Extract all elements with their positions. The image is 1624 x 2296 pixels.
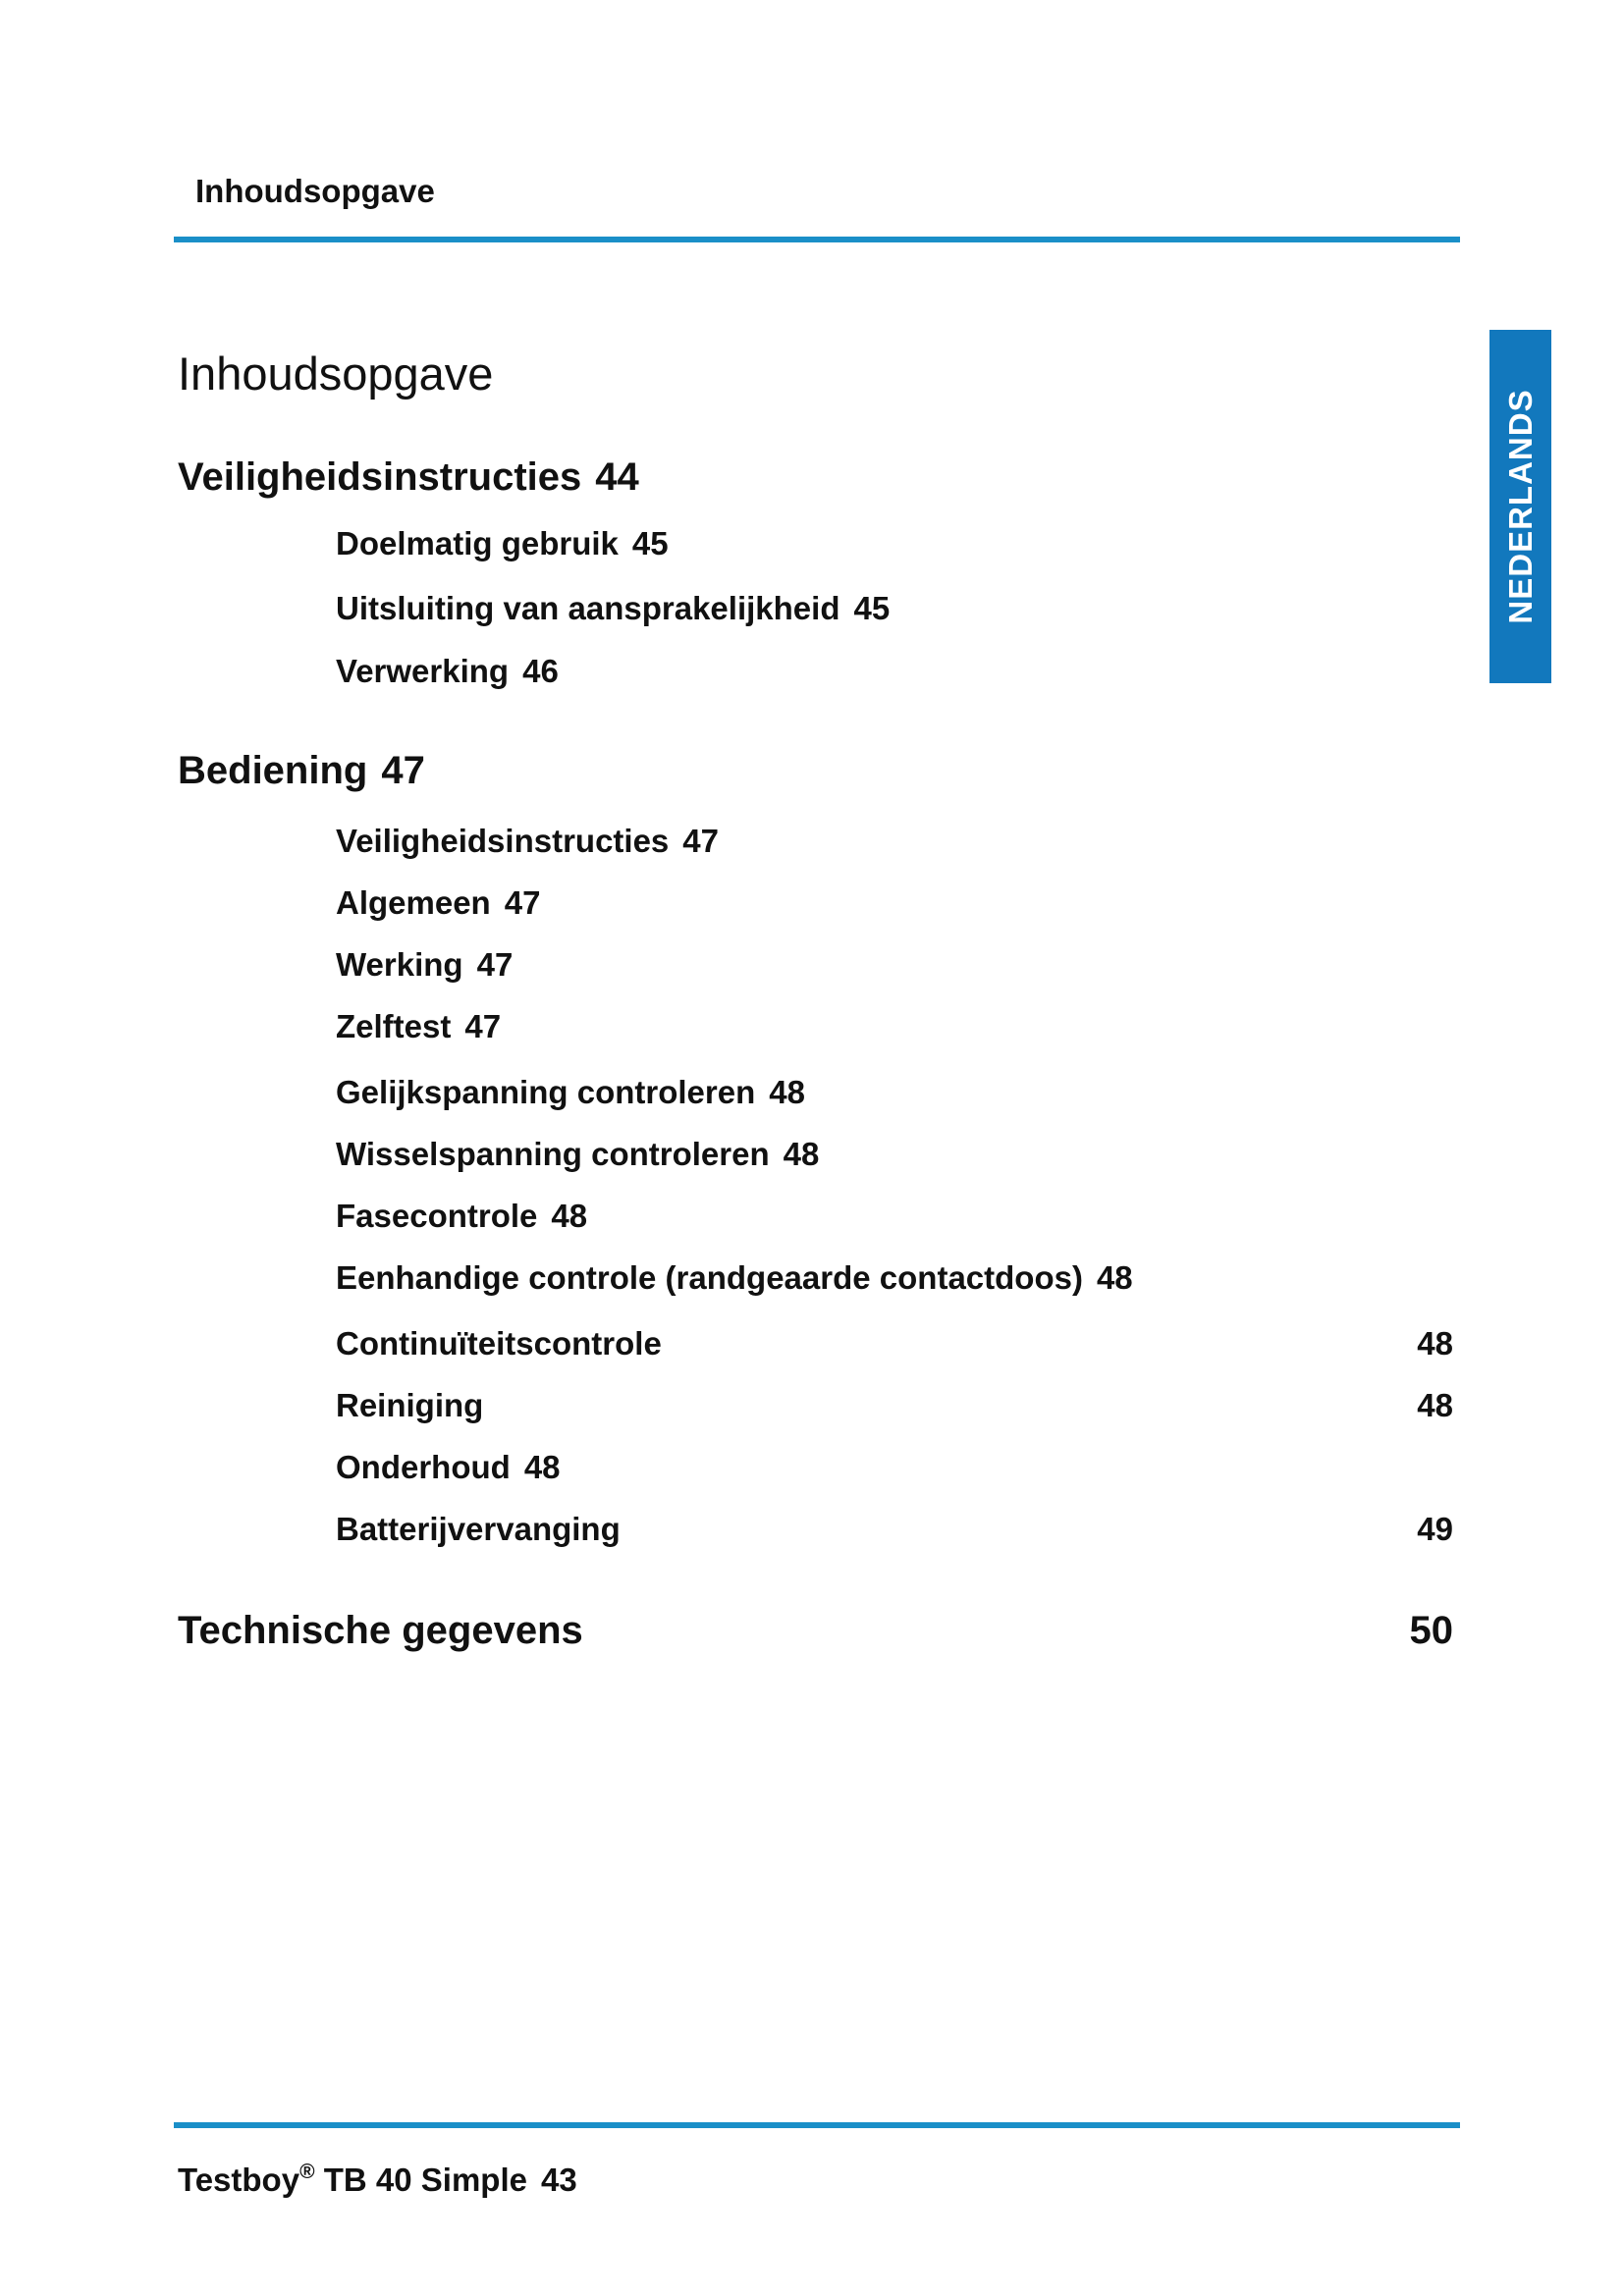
toc-title: Veiligheidsinstructies — [336, 823, 670, 859]
header-rule — [174, 237, 1460, 242]
toc-item[interactable] — [336, 1387, 483, 1424]
toc-page: 48 — [783, 1136, 820, 1172]
toc-title: Fasecontrole — [336, 1198, 538, 1234]
toc-item[interactable] — [336, 1449, 561, 1486]
toc-title: Onderhoud — [336, 1449, 511, 1485]
toc-title: Zelftest — [336, 1008, 452, 1044]
toc-item[interactable] — [336, 1325, 662, 1362]
toc-item[interactable] — [336, 590, 890, 627]
toc-item[interactable] — [336, 525, 669, 562]
toc-item[interactable] — [336, 1198, 587, 1235]
toc-page: 45 — [631, 525, 669, 561]
registered-mark: ® — [299, 2161, 315, 2183]
toc-section-bediening[interactable] — [178, 749, 425, 793]
language-tab — [1489, 330, 1551, 683]
toc-page: 48 — [551, 1198, 588, 1234]
toc-page: 46 — [522, 653, 559, 689]
toc-page: 47 — [504, 884, 541, 921]
toc-title: Algemeen — [336, 884, 491, 921]
toc-page-right: 49 — [1417, 1511, 1453, 1547]
toc-page-right: 48 — [1417, 1325, 1453, 1362]
toc-title: Doelmatig gebruik — [336, 525, 619, 561]
toc-title: Continuïteitscontrole — [336, 1325, 662, 1362]
toc-item[interactable] — [336, 1074, 805, 1111]
toc-page: 45 — [853, 590, 891, 626]
toc-item[interactable] — [336, 1008, 501, 1045]
footer-rule — [174, 2122, 1460, 2128]
toc-page: 48 — [769, 1074, 805, 1110]
footer-model: TB 40 Simple — [323, 2162, 527, 2198]
toc-item[interactable] — [336, 653, 559, 690]
toc-item[interactable] — [336, 1259, 1133, 1297]
toc-page-right: 48 — [1417, 1387, 1453, 1423]
toc-item[interactable] — [336, 1511, 621, 1548]
toc-title: Uitsluiting van aansprakelijkheid — [336, 590, 840, 626]
toc-title: Eenhandige controle (randgeaarde contactdoos) — [336, 1259, 1083, 1296]
toc-title: Batterijvervanging — [336, 1511, 621, 1547]
toc-item[interactable] — [336, 823, 719, 860]
toc-page: 44 — [595, 455, 639, 499]
footer-page-number: 43 — [540, 2162, 577, 2198]
language-tab-label: NEDERLANDS — [1501, 389, 1539, 624]
toc-page: 47 — [476, 946, 514, 983]
toc-title: Reiniging — [336, 1387, 484, 1423]
toc-item[interactable] — [336, 1136, 819, 1173]
toc-title: Technische gegevens — [178, 1609, 583, 1652]
toc-item[interactable] — [336, 946, 513, 984]
toc-title: Wisselspanning controleren — [336, 1136, 770, 1172]
footer — [178, 2161, 577, 2199]
running-header: Inhoudsopgave — [195, 173, 435, 209]
toc-item[interactable] — [336, 884, 540, 922]
toc-page: 48 — [1096, 1259, 1133, 1296]
page-title: Inhoudsopgave — [178, 347, 494, 400]
toc-title: Werking — [336, 946, 463, 983]
toc-title: Gelijkspanning controleren — [336, 1074, 756, 1110]
toc-page: 47 — [682, 823, 719, 859]
toc-title: Veiligheidsinstructies — [178, 455, 582, 499]
toc-page: 47 — [381, 749, 425, 792]
toc-section-veiligheidsinstructies[interactable] — [178, 455, 639, 500]
toc-page-right: 50 — [1409, 1609, 1453, 1652]
toc-page: 48 — [523, 1449, 561, 1485]
toc-title: Verwerking — [336, 653, 510, 689]
toc-title: Bediening — [178, 749, 368, 792]
toc-page: 47 — [464, 1008, 502, 1044]
footer-brand: Testboy — [178, 2162, 300, 2198]
toc-section-technische-gegevens[interactable] — [178, 1609, 583, 1653]
